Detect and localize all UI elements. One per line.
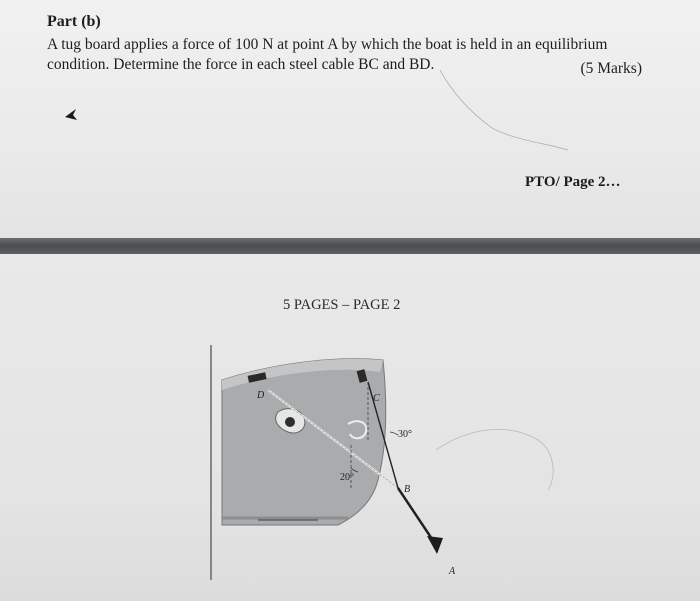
exam-page-top — [0, 0, 700, 238]
label-b: B — [404, 484, 411, 495]
label-a: A — [449, 566, 456, 577]
marks-label: (5 Marks) — [580, 60, 642, 77]
problem-line-1: A tug board applies a force of 100 N at point A by which the boat is held in an equilibrium — [47, 36, 608, 53]
angle-30: 30° — [398, 429, 412, 440]
mouse-pointer-icon — [64, 108, 78, 126]
angle-20: 20° — [340, 472, 354, 483]
label-c: C — [373, 393, 380, 404]
boat-hull — [222, 359, 386, 525]
problem-statement — [47, 35, 647, 75]
arrow-a — [427, 536, 443, 554]
part-title: Part (b) — [47, 13, 101, 30]
page-divider — [0, 238, 700, 254]
label-d: D — [257, 390, 265, 401]
boat-cable-figure — [208, 340, 568, 585]
pto-note: PTO/ Page 2… — [525, 174, 621, 190]
problem-line-2: condition. Determine the force in each steel cable BC and BD. — [47, 56, 435, 73]
page-header: 5 PAGES – PAGE 2 — [283, 297, 401, 313]
